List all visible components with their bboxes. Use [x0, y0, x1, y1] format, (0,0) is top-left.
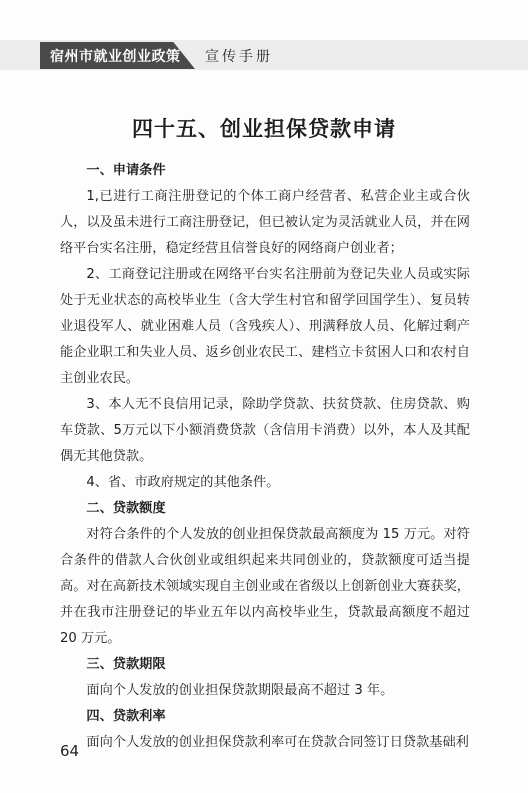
body-paragraph: 面向个人发放的创业担保贷款利率可在贷款合同签订日贷款基础利 — [86, 735, 469, 750]
body-paragraph: 4、省、市政府规定的其他条件。 — [86, 475, 280, 490]
body-paragraph: 2、工商登记注册或在网络平台实名注册前为登记失业人员或实际处于无业状态的高校毕业生（含大学生村官和留学回国学生）、复员转业退役军人、就业困难人员（含残疾人）、刑满释放人员、化解过剩产能企业职工和失业人员、返乡创业农民工、建档立卡贫困人口和农村自主创业农民。 — [60, 267, 470, 386]
body-paragraph: 面向个人发放的创业担保贷款期限最高不超过 3 年。 — [86, 683, 394, 698]
page-title: 四十五、创业担保贷款申请 — [132, 116, 396, 141]
content-body — [60, 158, 470, 756]
section-heading: 二、贷款额度 — [86, 501, 166, 516]
body-paragraph: 3、本人无不良信用记录，除助学贷款、扶贫贷款、住房贷款、购车贷款、5万元以下小额消费贷款（含信用卡消费）以外，本人及其配偶无其他贷款。 — [60, 397, 470, 464]
section-heading: 一、申请条件 — [86, 163, 166, 178]
page-number: 64 — [60, 742, 80, 760]
section-heading: 三、贷款期限 — [86, 657, 166, 672]
body-paragraph: 1,已进行工商注册登记的个体工商户经营者、私营企业主或合伙人，以及虽未进行工商注册登记，但已被认定为灵活就业人员，并在网络平台实名注册，稳定经营且信誉良好的网络商户创业者； — [60, 189, 470, 256]
header-subtitle: 宣传手册 — [205, 49, 273, 65]
section-heading: 四、贷款利率 — [86, 709, 166, 724]
body-paragraph: 对符合条件的个人发放的创业担保贷款最高额度为 15 万元。对符合条件的借款人合伙创业或组织起来共同创业的，贷款额度可适当提高。对在高新技术领域实现自主创业或在省级以上创新创业大赛获奖，并在我市注册登记的毕业五年以内高校毕业生，贷款最高额度不超过 20 万元。 — [60, 527, 470, 646]
header-series-title: 宿州市就业创业政策 — [50, 49, 181, 65]
